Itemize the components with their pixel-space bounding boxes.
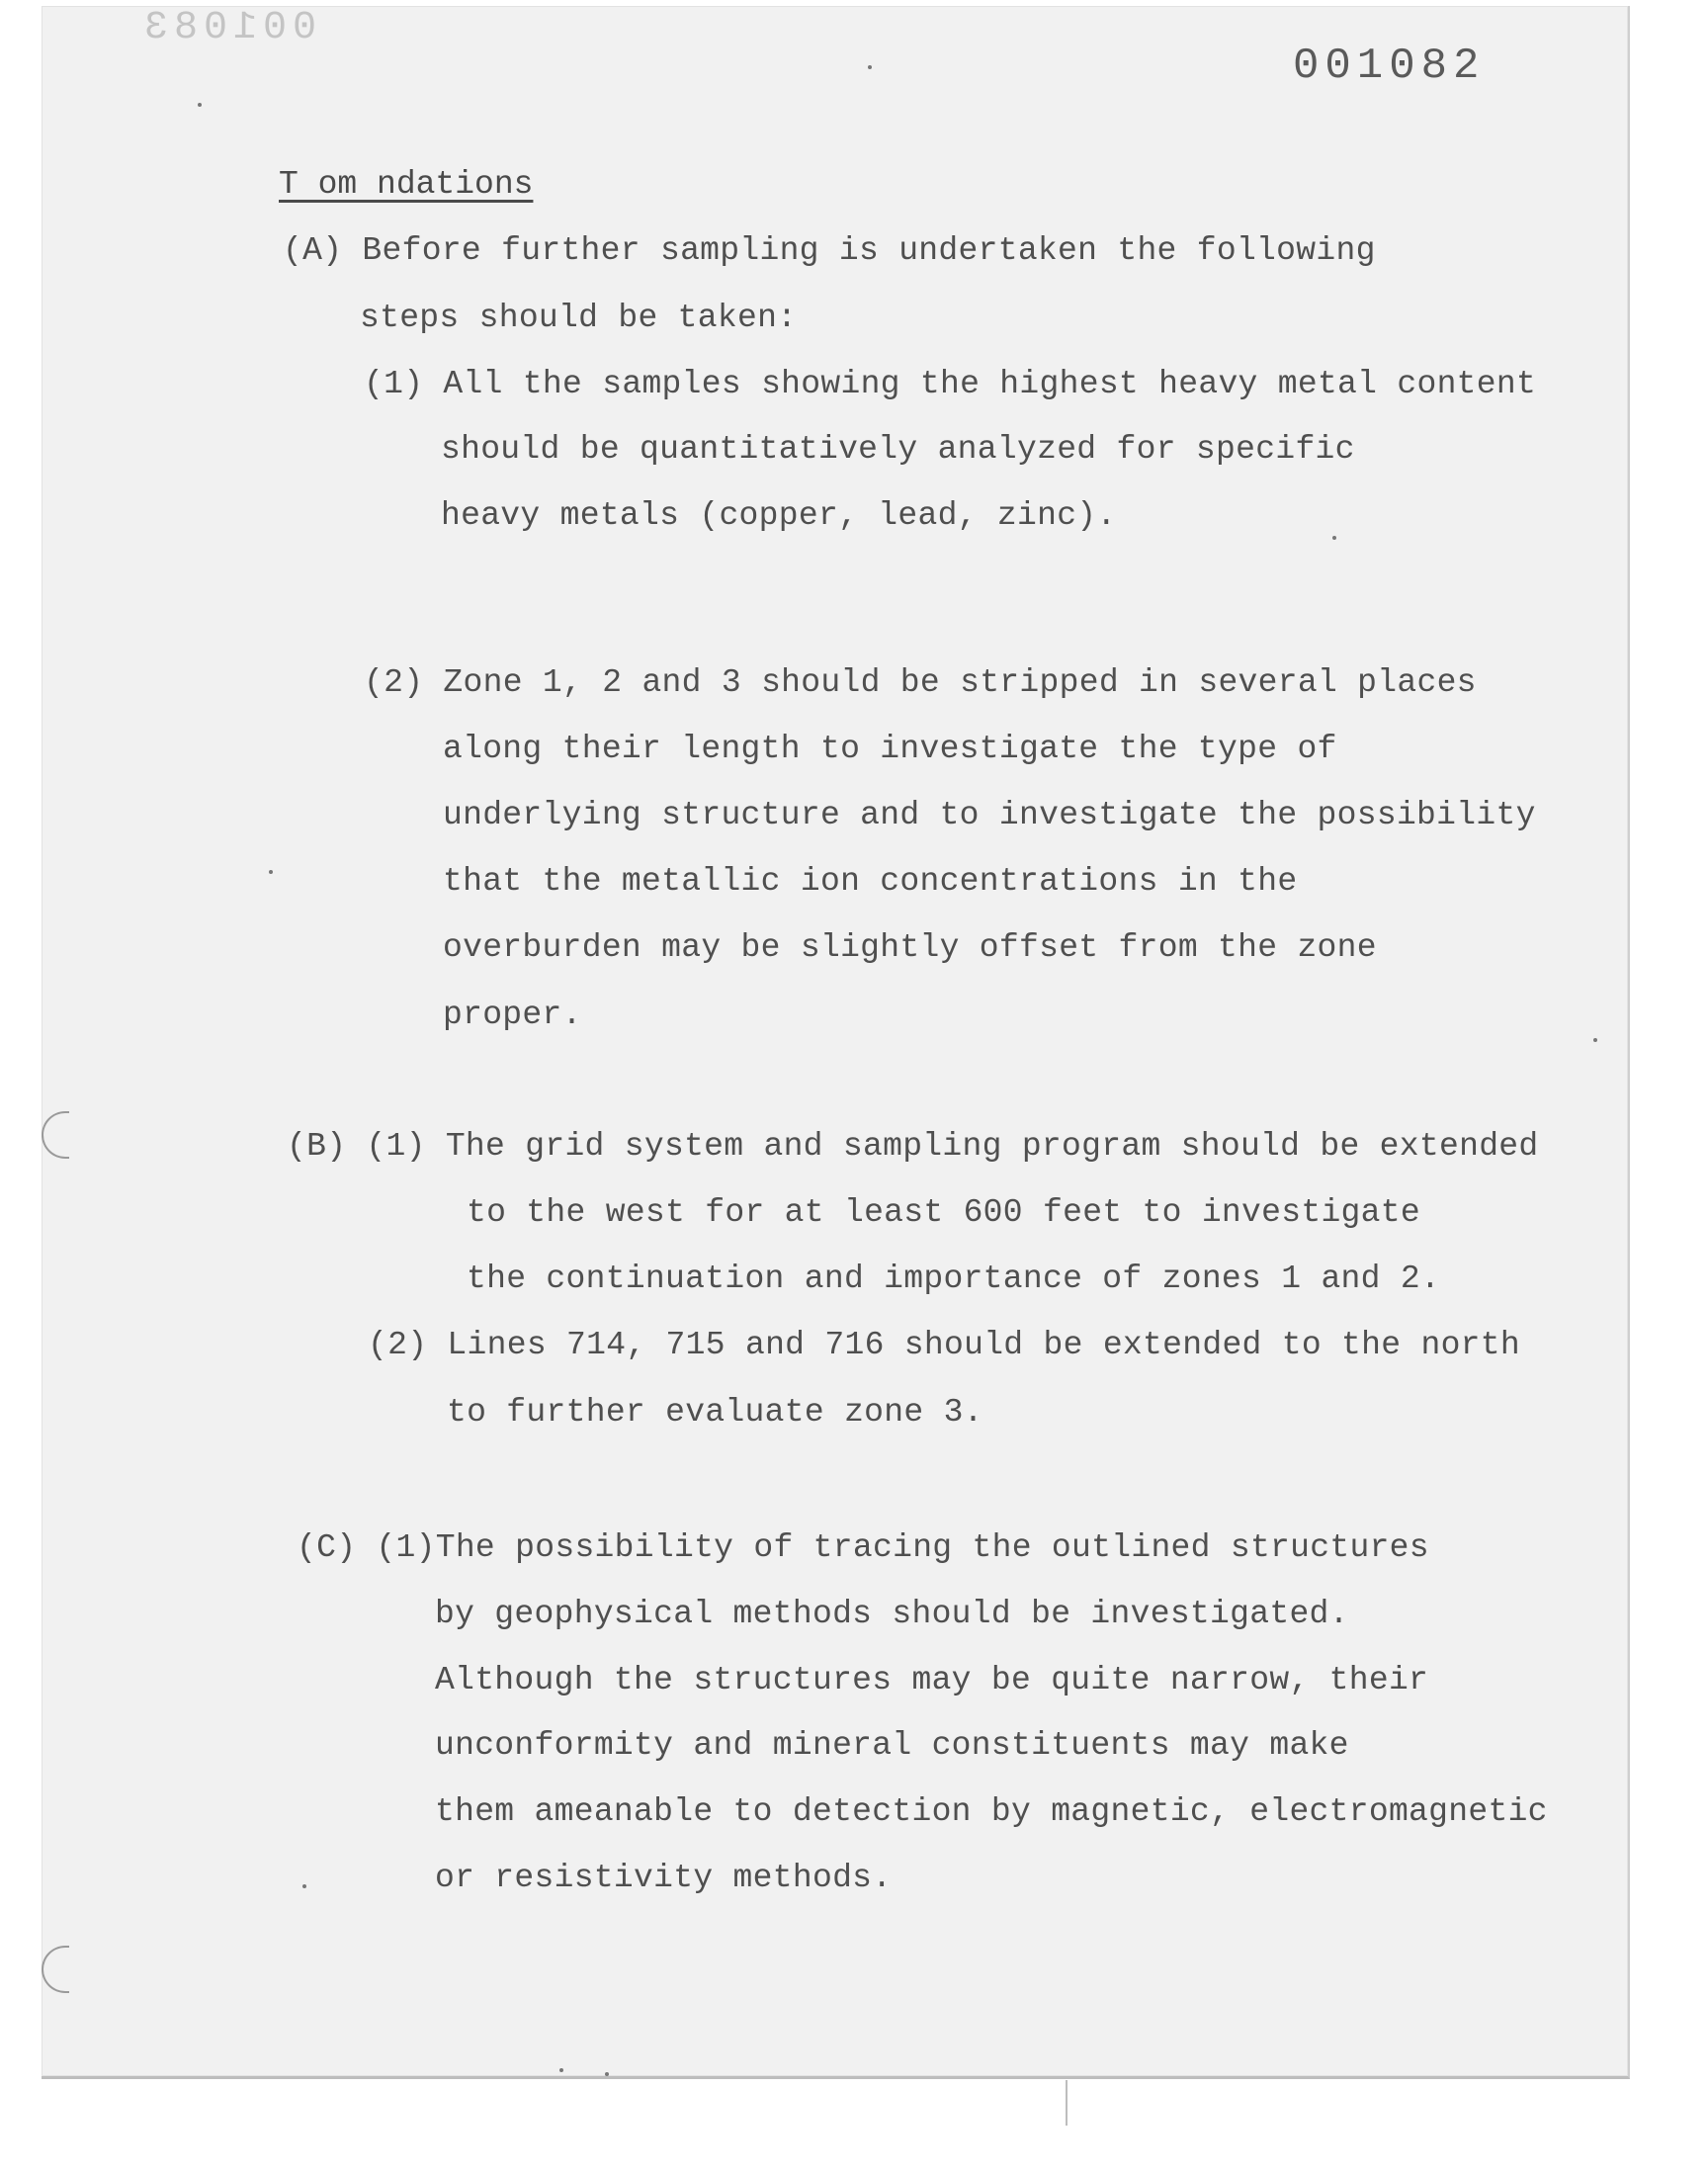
section-c1-line-5: them ameanable to detection by magnetic, electromagnetic [435, 1793, 1548, 1830]
section-a2-line-2: along their length to investigate the type of [443, 731, 1337, 767]
section-c1-line-3: Although the structures may be quite narrow, their [435, 1662, 1429, 1698]
section-a2-line-6: proper. [443, 997, 582, 1033]
document-page [42, 6, 1630, 2079]
section-a2-line-4: that the metallic ion concentrations in the [443, 863, 1298, 900]
section-a2-line-1: (2) Zone 1, 2 and 3 should be stripped in several places [364, 664, 1477, 701]
section-c1-line-2: by geophysical methods should be investigated. [435, 1596, 1349, 1632]
bleed-through-number: 001083 [138, 6, 317, 50]
section-c1-line-6: or resistivity methods. [435, 1860, 893, 1896]
section-b2-line-2: to further evaluate zone 3. [447, 1394, 983, 1431]
section-c1-line-1: (C) (1)The possibility of tracing the outlined structures [297, 1529, 1429, 1566]
scan-speck [605, 2072, 609, 2076]
page-number: 001082 [1293, 42, 1486, 91]
scan-speck [198, 103, 202, 107]
scan-edge-line [1066, 2080, 1068, 2126]
section-a1-line-3: heavy metals (copper, lead, zinc). [441, 497, 1117, 534]
section-heading: T om ndations [279, 166, 534, 203]
section-c1-line-4: unconformity and mineral constituents may make [435, 1727, 1349, 1764]
scan-speck [1593, 1038, 1597, 1042]
scan-speck [269, 870, 273, 874]
section-b1-line-2: to the west for at least 600 feet to investigate [467, 1194, 1420, 1231]
section-a2-line-3: underlying structure and to investigate the possibility [443, 797, 1536, 833]
section-b1-line-3: the continuation and importance of zones 1 and 2. [467, 1261, 1441, 1297]
scan-speck [559, 2068, 563, 2072]
scan-speck [1332, 536, 1336, 540]
section-a1-line-1: (1) All the samples showing the highest heavy metal content [364, 366, 1537, 402]
section-b1-line-1: (B) (1) The grid system and sampling program should be extended [287, 1128, 1539, 1165]
scan-speck [302, 1884, 306, 1888]
section-a-line-2: steps should be taken: [360, 300, 798, 336]
scan-speck [868, 65, 872, 69]
section-a-line-1: (A) Before further sampling is undertaken the following [283, 232, 1376, 269]
section-b2-line-1: (2) Lines 714, 715 and 716 should be extended to the north [368, 1327, 1520, 1363]
section-a1-line-2: should be quantitatively analyzed for specific [441, 431, 1355, 468]
section-a2-line-5: overburden may be slightly offset from the zone [443, 929, 1377, 966]
